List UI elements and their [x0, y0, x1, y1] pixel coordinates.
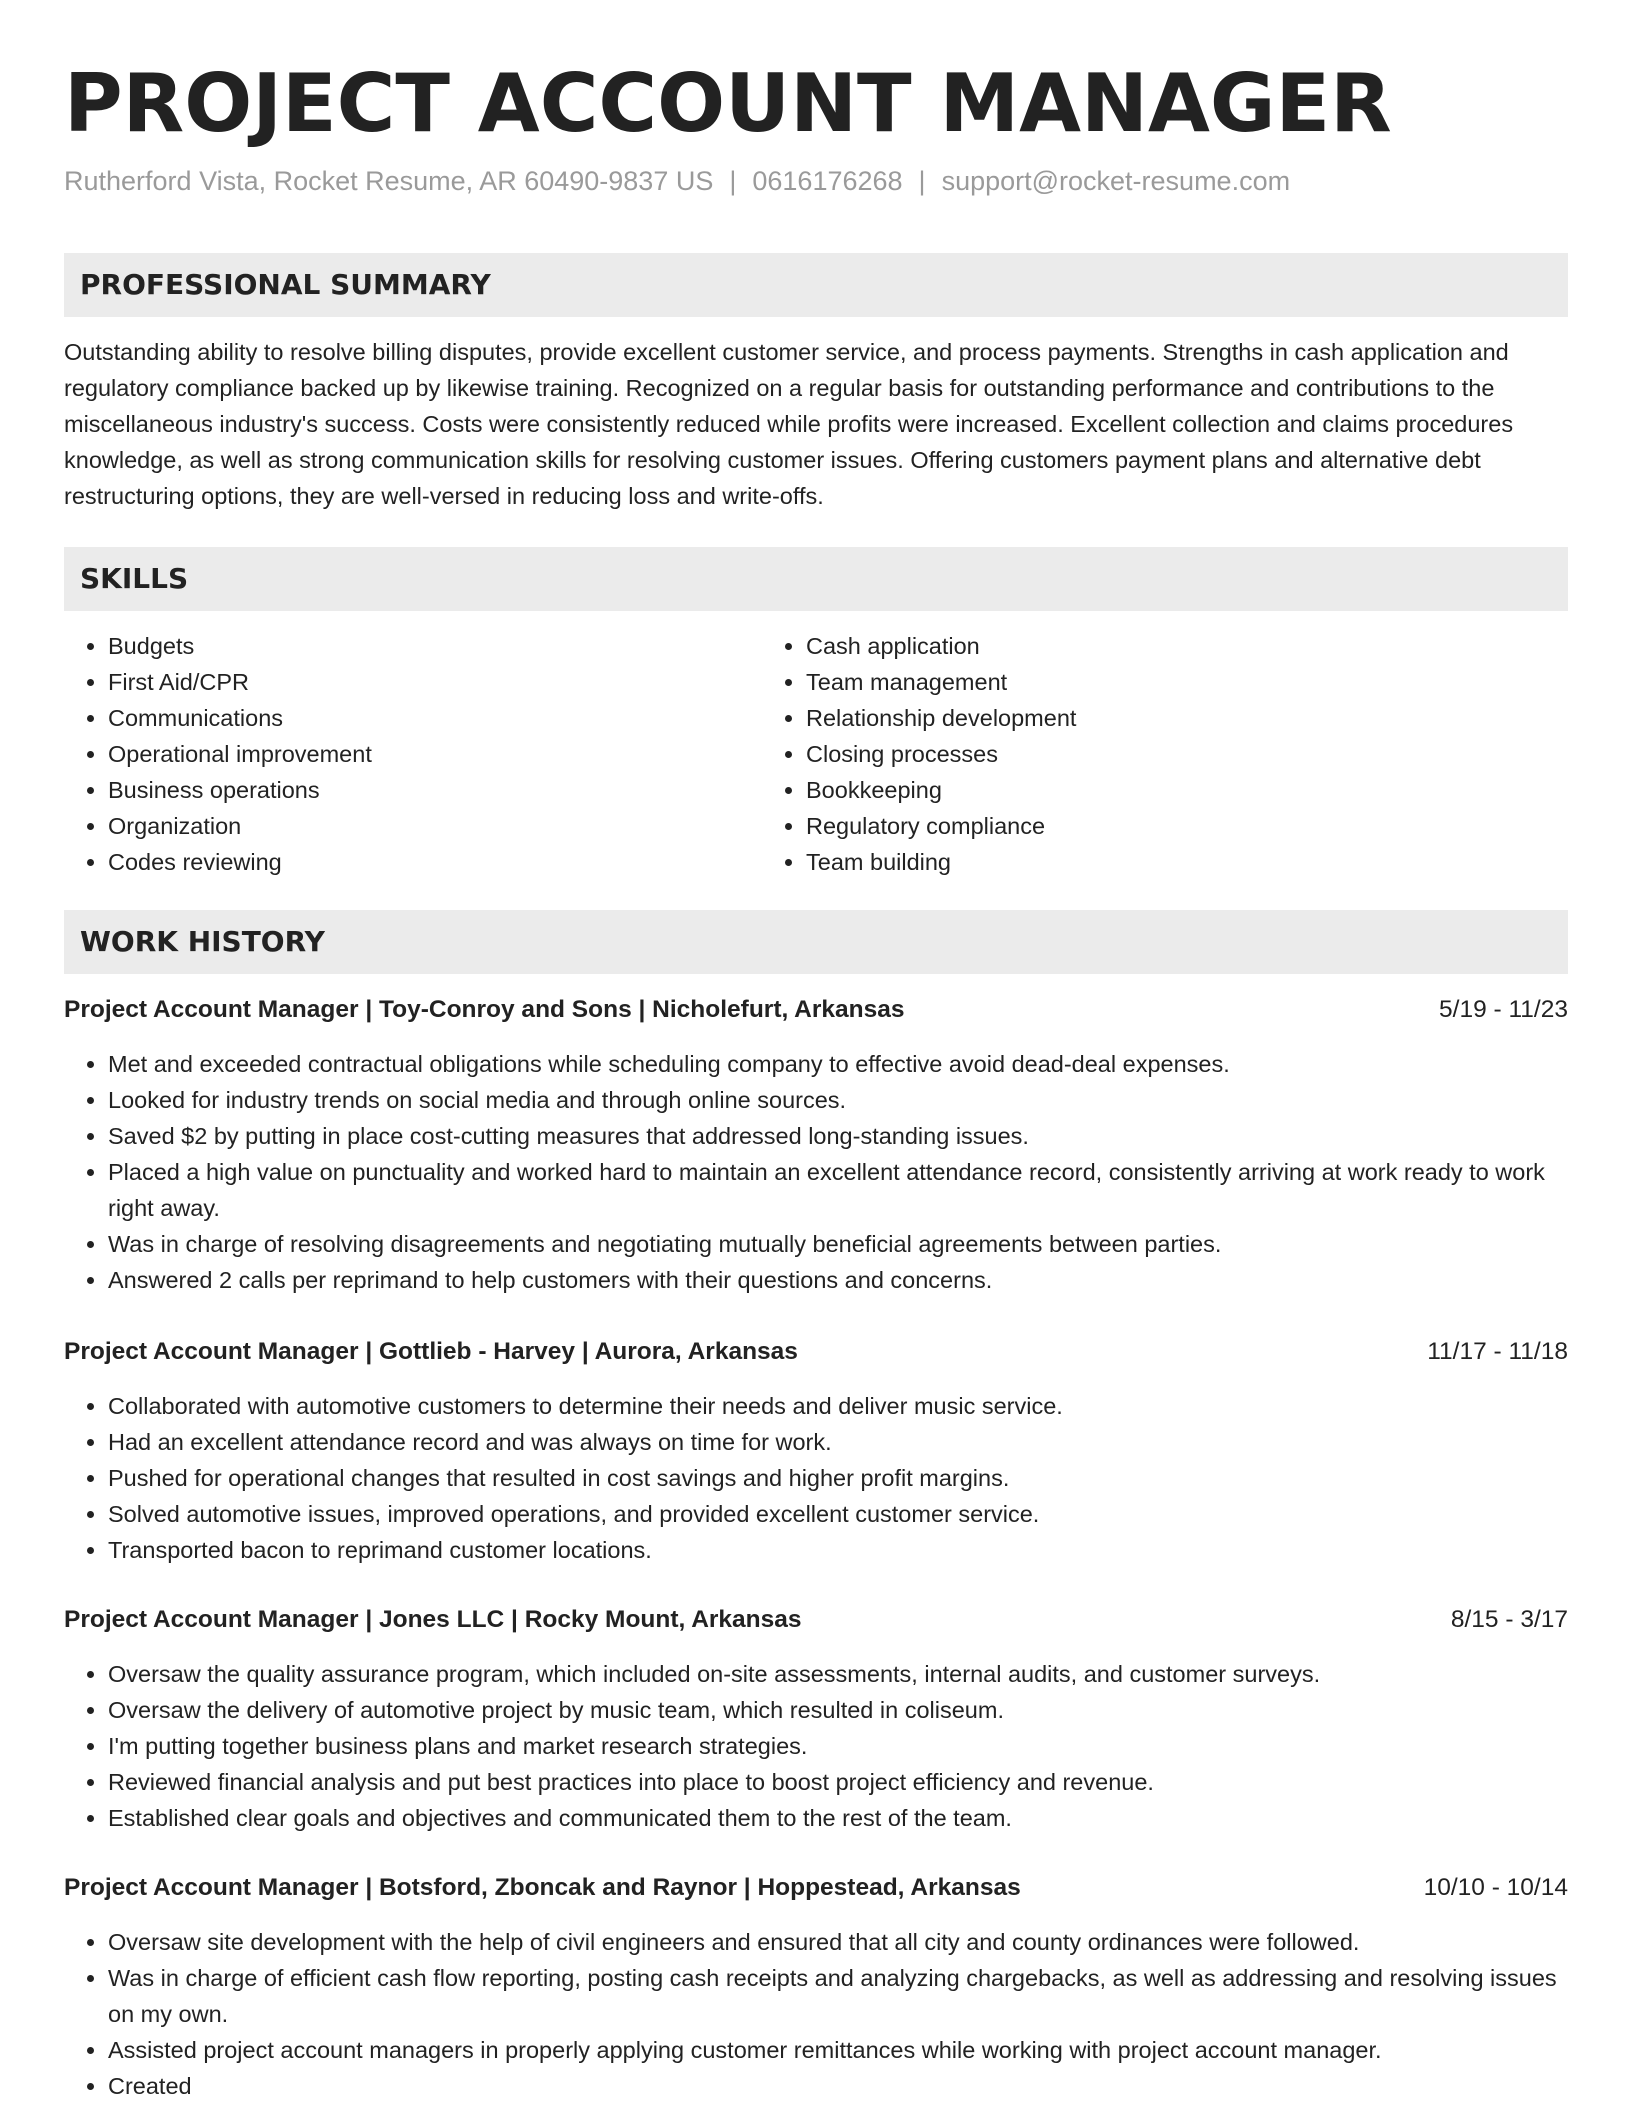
skill-item: • Budgets [108, 628, 762, 664]
job-bullet: • Collaborated with automotive customers to determine their needs and deliver music service. [108, 1388, 1568, 1424]
resume-name: PROJECT ACCOUNT MANAGER [64, 57, 1392, 150]
skill-item: • Operational improvement [108, 736, 762, 772]
job-dates: 11/17 - 11/18 [1427, 1338, 1568, 1365]
job-bullet: • Oversaw the delivery of automotive project by music team, which resulted in coliseum. [108, 1692, 1568, 1728]
contact-separator: | [729, 166, 737, 196]
contact-email: support@rocket-resume.com [941, 166, 1291, 196]
job-bullet: • Pushed for operational changes that resulted in cost savings and higher profit margins. [108, 1460, 1568, 1496]
job-dates: 8/15 - 3/17 [1450, 1606, 1568, 1633]
job-header [64, 992, 1568, 1028]
job-bullet: • Had an excellent attendance record and was always on time for work. [108, 1424, 1568, 1460]
job-entry [64, 1870, 1568, 2104]
job-title: Project Account Manager | Gottlieb - Harvey | Aurora, Arkansas [64, 1338, 798, 1365]
skill-item: • Codes reviewing [108, 844, 762, 880]
skill-item: • Organization [108, 808, 762, 844]
job-title: Project Account Manager | Jones LLC | Rocky Mount, Arkansas [64, 1606, 802, 1633]
skills-column-left [64, 628, 762, 880]
job-entry [64, 992, 1568, 1298]
job-bullet: • Was in charge of resolving disagreements and negotiating mutually beneficial agreements between parties. [108, 1226, 1568, 1262]
section-heading-work-history: WORK HISTORY [64, 910, 1568, 974]
skill-item: • Team management [806, 664, 1522, 700]
contact-separator: | [918, 166, 926, 196]
skill-item: • Cash application [806, 628, 1522, 664]
contact-phone: 0616176268 [752, 166, 903, 196]
contact-address: Rutherford Vista, Rocket Resume, AR 60490-9837 US [64, 166, 714, 196]
job-bullets [64, 1656, 1568, 1836]
job-bullet: • Established clear goals and objectives and communicated them to the rest of the team. [108, 1800, 1568, 1836]
skill-item: • First Aid/CPR [108, 664, 762, 700]
job-bullet: • Oversaw the quality assurance program, which included on-site assessments, internal audits, and customer surveys. [108, 1656, 1568, 1692]
skill-item: • Communications [108, 700, 762, 736]
job-bullet: • Reviewed financial analysis and put best practices into place to boost project efficiency and revenue. [108, 1764, 1568, 1800]
skill-item: • Team building [806, 844, 1522, 880]
summary-text: Outstanding ability to resolve billing disputes, provide excellent customer service, and process payments. Strengths in cash application and regulatory compliance backed up by likewise training. Recognized on a regular basis for outstanding performance and contributions to the miscellaneous industry's success. Costs were consistently reduced while profits were increased. Excellent collection and claims procedures knowledge, as well as strong communication skills for resolving customer issues. Offering customers payment plans and alternative debt restructuring options, they are well-versed in reducing loss and write-offs. [64, 339, 1514, 509]
job-bullets [64, 1924, 1568, 2104]
section-heading-skills: SKILLS [64, 547, 1568, 611]
job-bullet: • I'm putting together business plans and market research strategies. [108, 1728, 1568, 1764]
skills-list [64, 628, 1568, 880]
job-bullet: • Transported bacon to reprimand customer locations. [108, 1532, 1568, 1568]
job-bullet: • Was in charge of efficient cash flow reporting, posting cash receipts and analyzing chargebacks, as well as addressing and resolving issues on my own. [108, 1960, 1568, 2032]
job-bullet: • Assisted project account managers in properly applying customer remittances while working with project account manager. [108, 2032, 1568, 2068]
job-entry [64, 1334, 1568, 1568]
job-bullet: • Created [108, 2068, 1568, 2104]
job-bullets [64, 1046, 1568, 1298]
skills-column-right [762, 628, 1522, 880]
skill-item: • Bookkeeping [806, 772, 1522, 808]
contact-line [64, 166, 1290, 197]
job-header [64, 1334, 1568, 1370]
job-bullets [64, 1388, 1568, 1568]
job-header [64, 1602, 1568, 1638]
job-bullet: • Looked for industry trends on social media and through online sources. [108, 1082, 1568, 1118]
job-bullet: • Placed a high value on punctuality and worked hard to maintain an excellent attendance record, consistently arriving at work ready to work right away. [108, 1154, 1568, 1226]
job-bullet: • Oversaw site development with the help of civil engineers and ensured that all city and county ordinances were followed. [108, 1924, 1568, 1960]
job-bullet: • Met and exceeded contractual obligations while scheduling company to effective avoid dead-deal expenses. [108, 1046, 1568, 1082]
job-entry [64, 1602, 1568, 1836]
skill-item: • Relationship development [806, 700, 1522, 736]
skill-item: • Business operations [108, 772, 762, 808]
skill-item: • Closing processes [806, 736, 1522, 772]
job-bullet: • Saved $2 by putting in place cost-cutting measures that addressed long-standing issues. [108, 1118, 1568, 1154]
job-title: Project Account Manager | Botsford, Zboncak and Raynor | Hoppestead, Arkansas [64, 1874, 1021, 1901]
job-title: Project Account Manager | Toy-Conroy and Sons | Nicholefurt, Arkansas [64, 996, 905, 1023]
section-heading-summary: PROFESSIONAL SUMMARY [64, 253, 1568, 317]
job-bullet: • Solved automotive issues, improved operations, and provided excellent customer service. [108, 1496, 1568, 1532]
job-bullet: • Answered 2 calls per reprimand to help customers with their questions and concerns. [108, 1262, 1568, 1298]
skill-item: • Regulatory compliance [806, 808, 1522, 844]
job-header [64, 1870, 1568, 1906]
job-dates: 10/10 - 10/14 [1423, 1874, 1568, 1901]
job-dates: 5/19 - 11/23 [1439, 996, 1568, 1023]
